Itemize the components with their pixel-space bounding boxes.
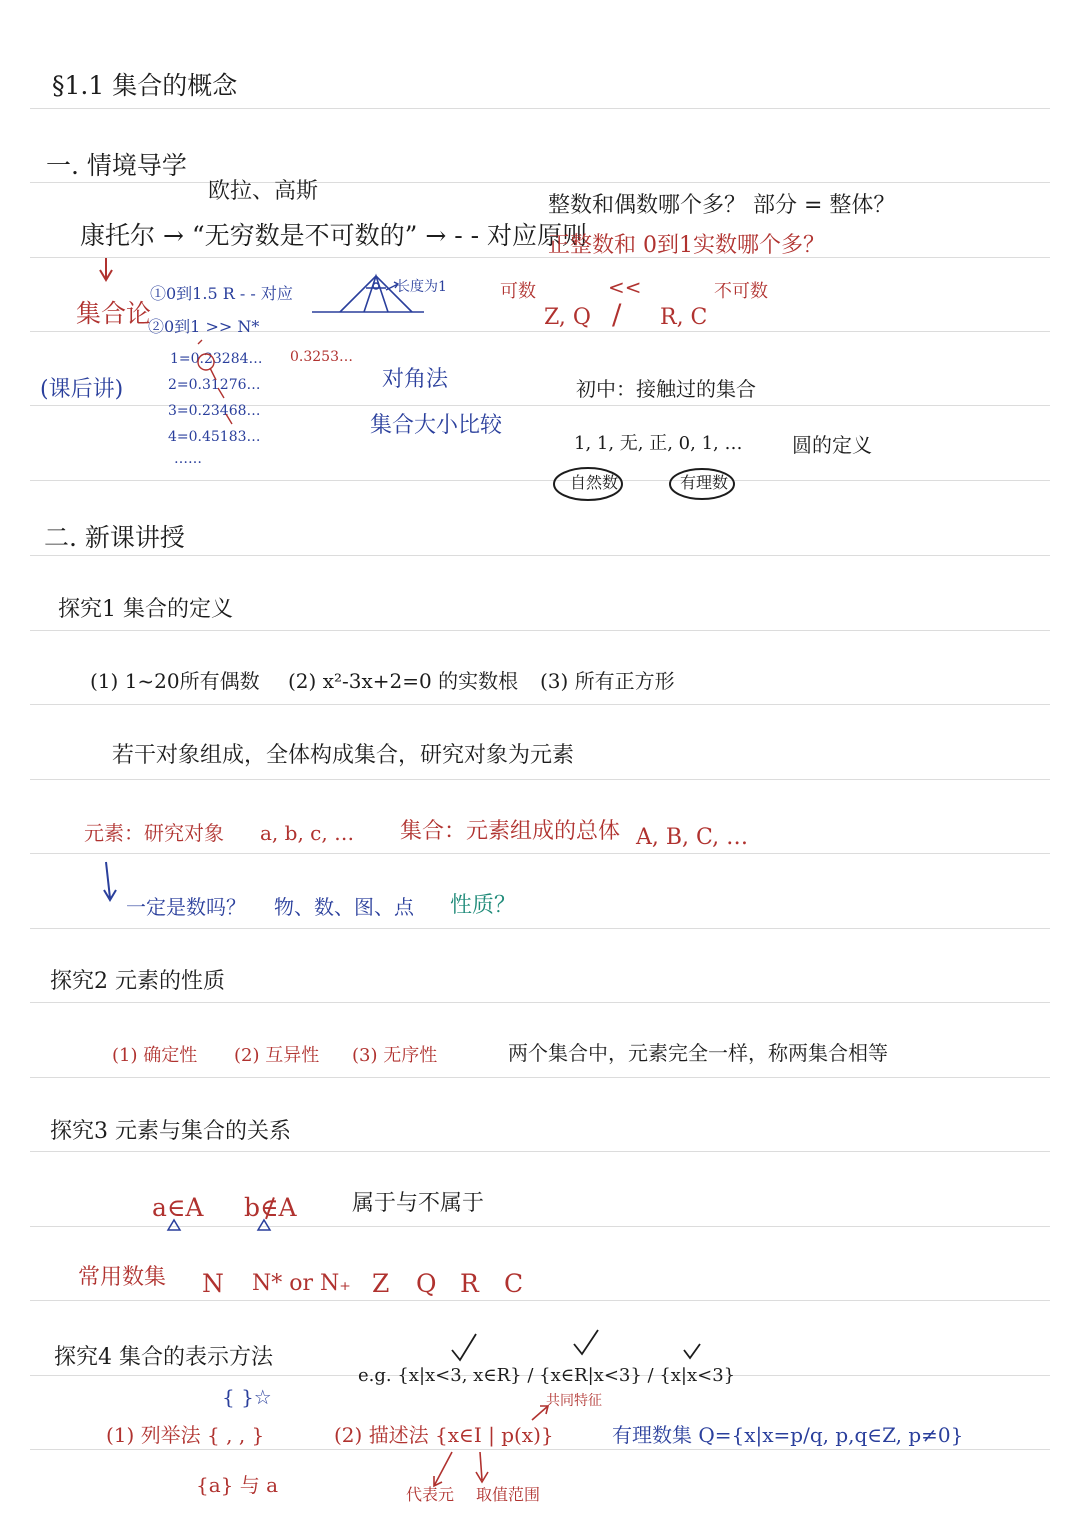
explore-1-item: (3) 所有正方形 xyxy=(540,669,675,693)
element-definition: 元素：研究对象 xyxy=(84,821,224,845)
set-total-definition: 集合：元素组成的总体 xyxy=(400,819,621,844)
check-icon xyxy=(574,1330,598,1354)
set-symbol-c: C xyxy=(504,1269,524,1298)
ruled-line xyxy=(30,1002,1050,1003)
set-size-compare: 集合大小比较 xyxy=(370,413,503,438)
down-arrow-icon xyxy=(104,862,116,900)
arrow-icon xyxy=(434,1452,452,1486)
down-arrow-icon xyxy=(100,258,112,280)
set-theory-label: 集合论 xyxy=(76,299,152,328)
ruled-line xyxy=(30,182,1050,183)
ruled-line xyxy=(30,1077,1050,1078)
enumeration-method: (1) 列举法 { , , } xyxy=(106,1423,265,1447)
nature-question: 性质？ xyxy=(450,893,517,918)
rc-sets: R, C xyxy=(660,305,708,330)
set-equality: 两个集合中，元素完全一样，称两集合相等 xyxy=(508,1041,888,1065)
set-symbol-r: R xyxy=(460,1269,479,1298)
correspondence-2: ②0到1 >> N* xyxy=(148,317,260,336)
set-symbols: A, B, C, … xyxy=(636,825,749,850)
representative-note: 代表元 xyxy=(406,1485,455,1504)
belongs-symbol: a∈A xyxy=(152,1193,204,1222)
set-symbol-n-star: N* or N₊ xyxy=(252,1271,351,1296)
check-icon xyxy=(452,1334,476,1360)
common-feature-note: 共同特征 xyxy=(546,1393,602,1409)
ruled-line xyxy=(30,704,1050,705)
section-heading-2: 二. 新课讲授 xyxy=(44,523,185,552)
ruled-line xyxy=(30,928,1050,929)
after-class-note: (课后讲) xyxy=(40,377,124,402)
set-symbol-z: Z xyxy=(372,1269,390,1298)
check-icon xyxy=(684,1344,700,1358)
explore-1-item: (1) 1~20所有偶数 xyxy=(90,669,260,693)
explore-2-title: 探究2 元素的性质 xyxy=(50,969,225,994)
set-definition: 若干对象组成，全体构成集合，研究对象为元素 xyxy=(112,743,575,768)
diagonal-number: 0.3253… xyxy=(290,349,353,365)
cantor-line: 康托尔 → “无穷数是不可数的” → - - 对应原则 xyxy=(80,221,588,250)
zq-sets: Z, Q xyxy=(544,305,591,330)
is-number-question: 一定是数吗？ xyxy=(126,895,246,919)
much-less-sign: << xyxy=(608,275,642,299)
names-note: 欧拉、高斯 xyxy=(208,179,319,204)
ruled-line xyxy=(30,108,1050,109)
rational-number-bubble: 有理数 xyxy=(680,473,729,492)
question-1: 整数和偶数哪个多？ 部分 = 整体？ xyxy=(548,193,896,218)
ruled-line xyxy=(30,480,1050,481)
junior-sets: 初中：接触过的集合 xyxy=(576,377,756,401)
correspondence-1: ①0到1.5 R - - 对应 xyxy=(150,284,293,303)
ruled-line xyxy=(30,1300,1050,1301)
slash-sign: / xyxy=(612,298,622,331)
ruled-line xyxy=(30,853,1050,854)
diagonal-method: 对角法 xyxy=(382,367,449,392)
explore-1-item: (2) x²-3x+2=0 的实数根 xyxy=(288,669,519,693)
ruled-line xyxy=(30,257,1050,258)
set-symbol-n: N xyxy=(202,1269,224,1298)
not-belongs-symbol: b∉A xyxy=(244,1193,297,1222)
ruled-line xyxy=(30,555,1050,556)
question-2: 正整数和 0到1实数哪个多？ xyxy=(548,233,825,258)
section-heading-1: 一. 情境导学 xyxy=(46,151,187,180)
explore-1-title: 探究1 集合的定义 xyxy=(58,597,233,622)
singleton-note: {a} 与 a xyxy=(196,1473,279,1497)
set-symbol-q: Q xyxy=(416,1269,437,1298)
element-symbols: a, b, c, … xyxy=(260,821,355,845)
property-item: (3) 无序性 xyxy=(352,1045,438,1066)
things-list: 物、数、图、点 xyxy=(274,895,414,919)
list-row: 3=0.23468… xyxy=(168,403,261,419)
ruled-line xyxy=(30,1449,1050,1450)
ruled-line xyxy=(30,779,1050,780)
arrow-icon xyxy=(476,1452,488,1482)
list-row: …… xyxy=(174,451,202,467)
examples: 1, 1, 无, 正, 0, 1, … xyxy=(574,433,743,454)
belong-note: 属于与不属于 xyxy=(352,1191,485,1216)
list-row: 4=0.45183… xyxy=(168,429,261,445)
list-row: 1=0.23284… xyxy=(170,351,263,367)
property-item: (1) 确定性 xyxy=(112,1045,198,1066)
ruled-line xyxy=(30,1151,1050,1152)
example-notations: e.g. {x|x<3, x∈R} / {x∈R|x<3} / {x|x<3} xyxy=(358,1365,736,1386)
page-title: §1.1 集合的概念 xyxy=(52,71,238,100)
uncountable-label: 不可数 xyxy=(714,281,768,302)
triangle-label: 长度为1 xyxy=(396,279,447,295)
ruled-line xyxy=(30,630,1050,631)
rational-set-definition: 有理数集 Q={x|x=p/q, p,q∈Z, p≠0} xyxy=(612,1423,964,1447)
common-number-sets: 常用数集 xyxy=(78,1265,167,1290)
natural-number-bubble: 自然数 xyxy=(570,473,619,492)
explore-4-title: 探究4 集合的表示方法 xyxy=(54,1345,273,1370)
circle-definition: 圆的定义 xyxy=(792,433,872,457)
list-row: 2=0.31276… xyxy=(168,377,261,393)
countable-label: 可数 xyxy=(500,281,536,302)
explore-3-title: 探究3 元素与集合的关系 xyxy=(50,1119,291,1144)
description-method: (2) 描述法 {x∈I | p(x)} xyxy=(334,1423,554,1447)
ruled-line xyxy=(30,1226,1050,1227)
range-note: 取值范围 xyxy=(476,1485,541,1504)
brace-note: { }☆ xyxy=(222,1385,272,1409)
property-item: (2) 互异性 xyxy=(234,1045,320,1066)
